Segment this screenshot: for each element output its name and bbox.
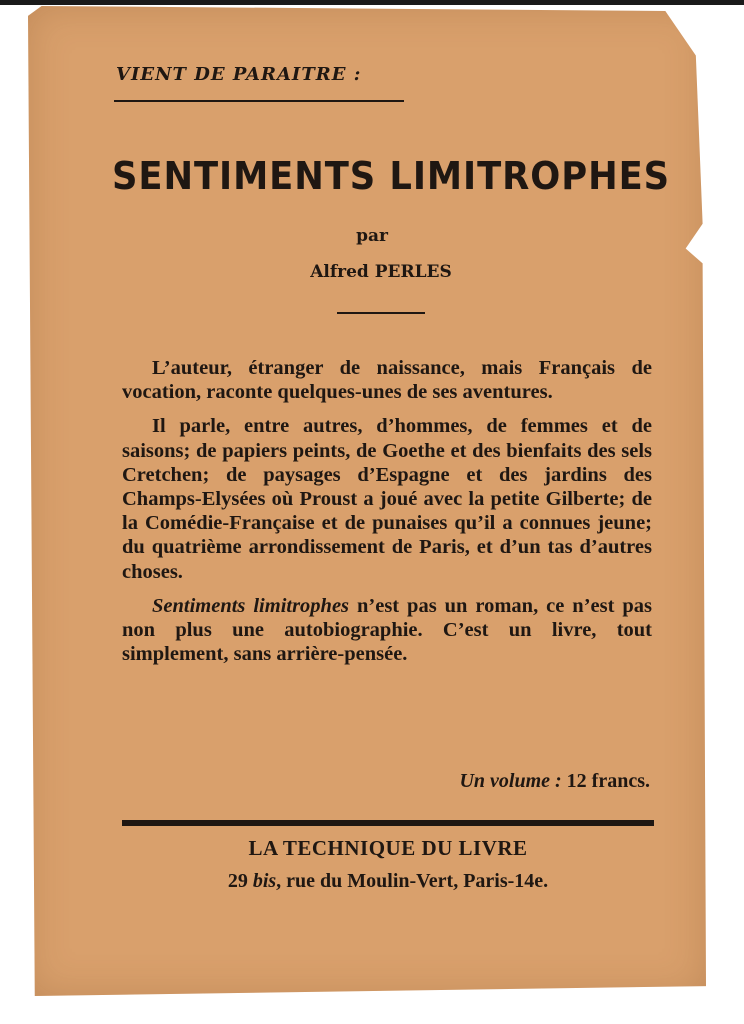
title-divider bbox=[337, 312, 425, 314]
kicker-heading: VIENT DE PARAITRE : bbox=[116, 64, 362, 85]
price-line bbox=[122, 770, 650, 793]
address-bis: bis bbox=[252, 870, 277, 892]
kicker-underline bbox=[114, 100, 404, 102]
book-title: SENTIMENTS LIMITROPHES bbox=[112, 154, 671, 198]
author-name: Alfred PERLES bbox=[310, 262, 452, 282]
footer-divider bbox=[122, 820, 654, 826]
price-value: 12 francs. bbox=[561, 770, 650, 792]
address-number: 29 bbox=[227, 870, 253, 892]
publisher-address bbox=[0, 870, 744, 893]
description-paragraph-2: Il parle, entre autres, d’hommes, de femmes et de saisons; de papiers peints, de Goethe et des bienfaits des sels Cretchen; de paysages d’Espagne et des jardins des Champs-Elysées où Proust a joué avec la petite Gilberte; de la Comédie-Française et de punaises qu’il a connues jeune; du quatrième arrondissement de Paris, et d’un tas d’autres choses. bbox=[122, 415, 652, 583]
book-title-italic: Sentiments limitrophes bbox=[152, 594, 350, 617]
publisher-name: LA TECHNIQUE DU LIVRE bbox=[248, 836, 528, 860]
price-label: Un volume : bbox=[459, 770, 562, 792]
description-paragraph-1: L’auteur, étranger de naissance, mais Français de vocation, raconte quelques-unes de ses aventures. bbox=[122, 357, 652, 404]
paragraph-3-rest: n’est pas un roman, ce n’est pas non plus une autobiographie. C’est un livre, tout simplement, sans arrière-pensée. bbox=[122, 594, 652, 666]
address-rest: , rue du Moulin-Vert, Paris-14e. bbox=[276, 870, 549, 892]
description-paragraph-3 bbox=[122, 594, 652, 667]
description-body bbox=[122, 356, 652, 676]
byline-par: par bbox=[356, 226, 388, 246]
